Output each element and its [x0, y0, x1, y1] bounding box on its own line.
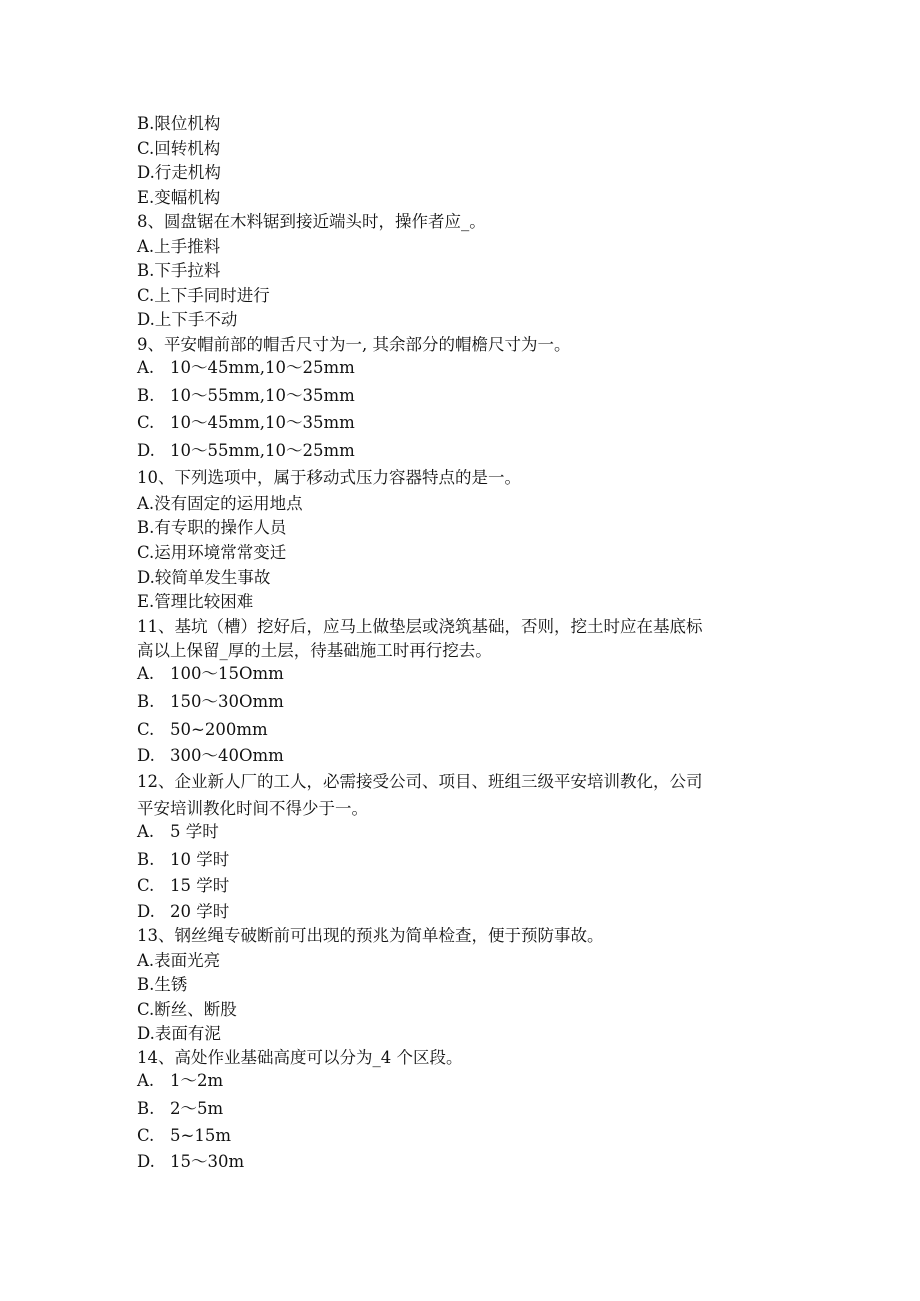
option-item: [137, 692, 284, 712]
option-label: D.: [137, 746, 155, 765]
option-item: [137, 1126, 231, 1146]
option-label: A.: [137, 1071, 155, 1090]
option-text: 5 学时: [170, 822, 219, 841]
option-text: 5~15m: [170, 1126, 231, 1145]
option-text: 10～45mm,10～25mm: [170, 358, 355, 377]
option-text: 20 学时: [170, 902, 230, 921]
option-item: [137, 876, 229, 896]
question-text: 平安培训教化时间不得少于一。: [137, 799, 368, 818]
option-label: D.: [137, 902, 155, 921]
question-text: 12、企业新人厂的工人，必需接受公司、项目、班组三级平安培训教化，公司: [137, 772, 703, 791]
option-text: 50~200mm: [170, 720, 268, 739]
option-text: A.表面光亮: [137, 951, 221, 970]
option-text: 15～30m: [170, 1152, 245, 1171]
option-text: 300～40Omm: [170, 746, 284, 765]
option-label: B.: [137, 692, 155, 711]
option-text: 150～30Omm: [170, 692, 284, 711]
question-text: 9、平安帽前部的帽舌尺寸为一, 其余部分的帽檐尺寸为一。: [137, 335, 571, 354]
option-label: C.: [137, 1126, 155, 1145]
option-text: A.没有固定的运用地点: [137, 494, 303, 513]
option-text: E.管理比较困难: [137, 592, 254, 611]
option-text: C.运用环境常常变迁: [137, 543, 287, 562]
option-item: [137, 1071, 223, 1091]
option-item: [137, 822, 219, 842]
option-label: C.: [137, 720, 155, 739]
option-text: 10～55mm,10～25mm: [170, 441, 355, 460]
option-text: 1～2m: [170, 1071, 224, 1090]
option-text: B.有专职的操作人员: [137, 518, 287, 537]
option-text: C.上下手同时进行: [137, 286, 270, 305]
option-text: B.生锈: [137, 975, 188, 994]
option-label: A.: [137, 664, 155, 683]
option-label: B.: [137, 386, 155, 405]
option-item: [137, 720, 268, 740]
option-text: A.上手推料: [137, 237, 221, 256]
option-text: D.上下手不动: [137, 310, 238, 329]
option-item: [137, 358, 355, 378]
option-text: B.限位机构: [137, 114, 221, 133]
option-text: C.回转机构: [137, 139, 221, 158]
option-label: C.: [137, 413, 155, 432]
option-item: [137, 413, 355, 433]
option-label: A.: [137, 822, 155, 841]
option-text: D.表面有泥: [137, 1024, 221, 1043]
option-label: B.: [137, 1099, 155, 1118]
option-item: [137, 1099, 223, 1119]
option-text: D.较简单发生事故: [137, 568, 271, 587]
option-text: 10～45mm,10～35mm: [170, 413, 355, 432]
option-item: [137, 441, 355, 461]
option-item: [137, 1152, 244, 1172]
option-text: 10 学时: [170, 850, 230, 869]
question-text: 10、下列选项中，属于移动式压力容器特点的是一。: [137, 468, 521, 487]
option-text: C.断丝、断股: [137, 1000, 237, 1019]
option-item: [137, 850, 229, 870]
option-label: C.: [137, 876, 155, 895]
option-text: 100～15Omm: [170, 664, 284, 683]
question-text: 8、圆盘锯在木料锯到接近端头时，操作者应_。: [137, 212, 486, 231]
option-item: [137, 386, 355, 406]
question-text: 13、钢丝绳专破断前可出现的预兆为简单检查，便于预防事故。: [137, 926, 604, 945]
option-item: [137, 902, 229, 922]
option-label: D.: [137, 441, 155, 460]
option-text: B.下手拉料: [137, 261, 221, 280]
question-text: 14、高处作业基础高度可以分为_4 个区段。: [137, 1048, 463, 1067]
question-text: 11、基坑（槽）挖好后，应马上做垫层或浇筑基础，否则，挖土时应在基底标: [137, 617, 703, 636]
option-text: 2～5m: [170, 1099, 224, 1118]
option-label: D.: [137, 1152, 155, 1171]
option-text: 15 学时: [170, 876, 230, 895]
question-text: 高以上保留_厚的土层，待基础施工时再行挖去。: [137, 641, 492, 660]
option-text: 10～55mm,10～35mm: [170, 386, 355, 405]
option-text: D.行走机构: [137, 163, 221, 182]
option-item: [137, 664, 284, 684]
option-text: E.变幅机构: [137, 188, 221, 207]
option-label: A.: [137, 358, 155, 377]
option-item: [137, 746, 284, 766]
option-label: B.: [137, 850, 155, 869]
